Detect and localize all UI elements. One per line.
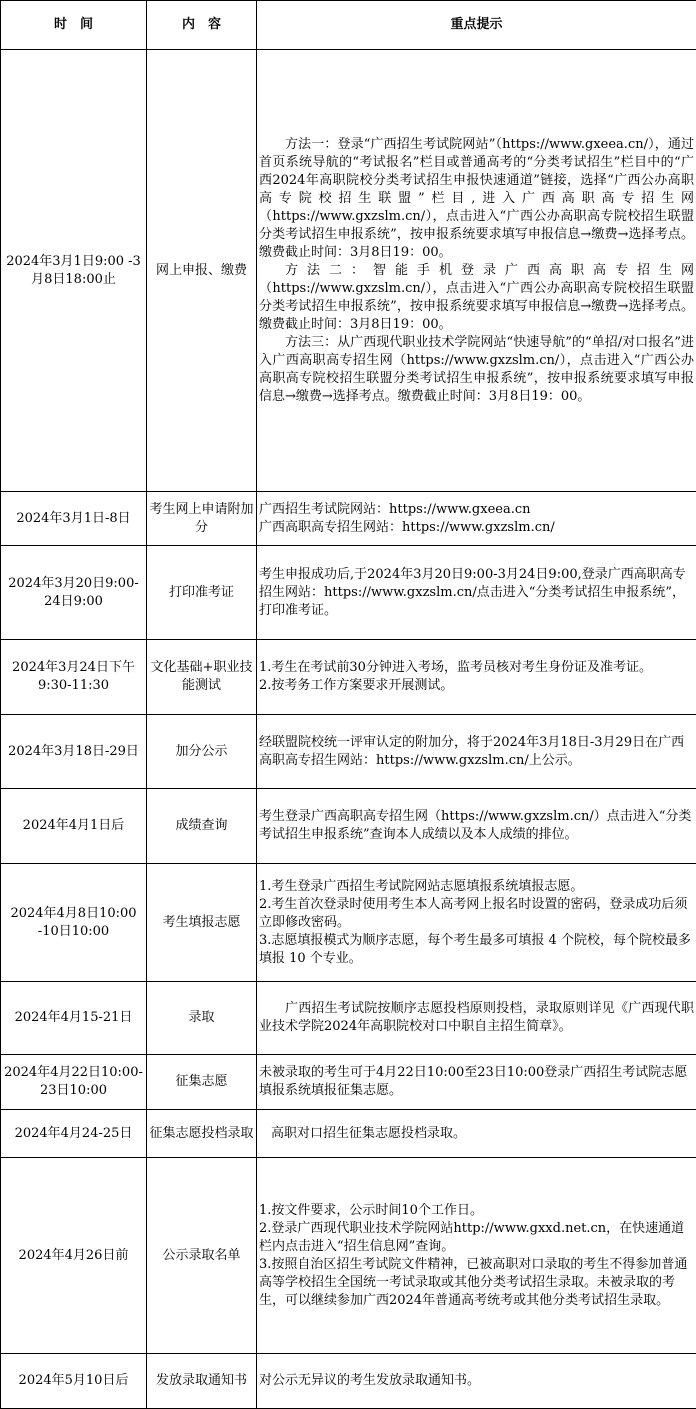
row-time: 2024年3月20日9:00-24日9:00 bbox=[1, 546, 147, 640]
table-row bbox=[1, 640, 696, 715]
row-notes bbox=[257, 1055, 696, 1110]
note-line: 对公示无异议的考生发放录取通知书。 bbox=[259, 1372, 694, 1390]
row-notes bbox=[257, 1354, 696, 1409]
row-content: 考生网上申请附加分 bbox=[147, 492, 257, 546]
row-content: 网上申报、缴费 bbox=[147, 50, 257, 492]
row-notes bbox=[257, 864, 696, 982]
note-line: 3.志愿填报模式为顺序志愿，每个考生最多可填报 4 个院校，每个院校最多填报 10 个专业。 bbox=[259, 932, 694, 968]
row-time: 2024年4月15-21日 bbox=[1, 982, 147, 1055]
note-line: 方法三：从广西现代职业技术学院网站“快速导航”的“单招/对口报名”进入广西高职高专招生网（https://www.gxzslm.cn/），点击进入“广西公办高职高专院校招生联盟分类考试招生申报系统”，按申报系统要求填写申报信息→缴费→选择考点。缴费截止时间：3月8日19：00。 bbox=[259, 334, 694, 406]
row-notes bbox=[257, 789, 696, 864]
note-line: 方法二：智能手机登录广西高职高专招生网（https://www.gxzslm.cn/），点击进入“广西公办高职高专院校招生联盟分类考试招生申报系统”，按申报系统要求填写申报信息→缴费→选择考点。缴费截止时间：3月8日19：00。 bbox=[259, 262, 694, 334]
row-content: 征集志愿投档录取 bbox=[147, 1110, 257, 1158]
row-time: 2024年4月26日前 bbox=[1, 1158, 147, 1354]
note-line: 1.按文件要求，公示时间10个工作日。 bbox=[259, 1202, 694, 1220]
table-row bbox=[1, 50, 696, 492]
note-line: 广西高职高专招生网站：https://www.gxzslm.cn/ bbox=[259, 519, 694, 537]
note-line: 未被录取的考生可于4月22日10:00至23日10:00登录广西招生考试院志愿填报系统填报征集志愿。 bbox=[259, 1064, 694, 1100]
row-notes bbox=[257, 50, 696, 492]
note-line: 高职对口招生征集志愿投档录取。 bbox=[259, 1125, 694, 1143]
note-line: 经联盟院校统一评审认定的附加分，将于2024年3月18日-3月29日在广西高职高专招生网站：https://www.gxzslm.cn/上公示。 bbox=[259, 734, 694, 770]
table-row bbox=[1, 1354, 696, 1409]
row-time: 2024年3月24日下午9:30-11:30 bbox=[1, 640, 147, 715]
row-time: 2024年4月24-25日 bbox=[1, 1110, 147, 1158]
table-row bbox=[1, 1055, 696, 1110]
row-content: 录取 bbox=[147, 982, 257, 1055]
row-notes bbox=[257, 492, 696, 546]
note-line: 3.按照自治区招生考试院文件精神，已被高职对口录取的考生不得参加普通高等学校招生全国统一考试录取或其他分类考试招生录取。未被录取的考生，可以继续参加广西2024年普通高考统考或其他分类考试招生录取。 bbox=[259, 1256, 694, 1310]
table-row bbox=[1, 1110, 696, 1158]
note-line: 2.考生首次登录时使用考生本人高考网上报名时设置的密码，登录成功后须立即修改密码。 bbox=[259, 896, 694, 932]
note-line: 考生申报成功后,于2024年3月20日9:00-3月24日9:00,登录广西高职高专招生网站：https://www.gxzslm.cn/点击进入“分类考试招生申报系统”，打印准考证。 bbox=[259, 566, 694, 620]
row-time: 2024年4月8日10:00 -10日10:00 bbox=[1, 864, 147, 982]
table-row bbox=[1, 492, 696, 546]
row-content: 成绩查询 bbox=[147, 789, 257, 864]
row-content: 公示录取名单 bbox=[147, 1158, 257, 1354]
row-content: 考生填报志愿 bbox=[147, 864, 257, 982]
row-notes bbox=[257, 1158, 696, 1354]
note-line: 广西招生考试院网站：https://www.gxeea.cn bbox=[259, 501, 694, 519]
row-notes bbox=[257, 546, 696, 640]
row-time: 2024年3月18日-29日 bbox=[1, 715, 147, 789]
header-content: 内 容 bbox=[147, 1, 257, 50]
table-row bbox=[1, 715, 696, 789]
row-content: 发放录取通知书 bbox=[147, 1354, 257, 1409]
note-line: 2.按考务工作方案要求开展测试。 bbox=[259, 677, 694, 695]
table-row bbox=[1, 789, 696, 864]
table-header-row bbox=[1, 1, 696, 50]
note-line: 方法一：登录“广西招生考试院网站”（https://www.gxeea.cn/），通过首页系统导航的“考试报名”栏目或普通高考的“分类考试招生”栏目中的“广西2024年高职院校分类考试招生申报快速通道”链接，选择“广西公办高职高专院校招生联盟”栏目,进入广西高职高专招生网（https://www.gxzslm.cn/），点击进入“广西公办高职高专院校招生联盟分类考试招生申报系统”，按申报系统要求填写申报信息→缴费→选择考点。缴费截止时间：3月8日19：00。 bbox=[259, 136, 694, 262]
note-line: 2.登录广西现代职业技术学院网站http://www.gxxd.net.cn，在快速通道栏内点击进入“招生信息网”查询。 bbox=[259, 1220, 694, 1256]
row-notes bbox=[257, 982, 696, 1055]
table-row bbox=[1, 982, 696, 1055]
row-content: 文化基础+职业技能测试 bbox=[147, 640, 257, 715]
note-line: 1.考生登录广西招生考试院网站志愿填报系统填报志愿。 bbox=[259, 878, 694, 896]
note-line: 广西招生考试院按顺序志愿投档原则投档，录取原则详见《广西现代职业技术学院2024年高职院校对口中职自主招生简章》。 bbox=[259, 1000, 694, 1036]
row-time: 2024年5月10日后 bbox=[1, 1354, 147, 1409]
note-line: 1.考生在考试前30分钟进入考场，监考员核对考生身份证及准考证。 bbox=[259, 659, 694, 677]
table-row bbox=[1, 546, 696, 640]
row-time: 2024年3月1日-8日 bbox=[1, 492, 147, 546]
row-content: 征集志愿 bbox=[147, 1055, 257, 1110]
row-notes bbox=[257, 1110, 696, 1158]
header-notes: 重点提示 bbox=[257, 1, 696, 50]
note-line: 考生登录广西高职高专招生网（https://www.gxzslm.cn/）点击进入“分类考试招生申报系统”查询本人成绩以及本人成绩的排位。 bbox=[259, 808, 694, 844]
table-row bbox=[1, 1158, 696, 1354]
row-content: 加分公示 bbox=[147, 715, 257, 789]
row-notes bbox=[257, 715, 696, 789]
header-time: 时 间 bbox=[1, 1, 147, 50]
row-content: 打印准考证 bbox=[147, 546, 257, 640]
row-time: 2024年4月22日10:00-23日10:00 bbox=[1, 1055, 147, 1110]
table-row bbox=[1, 864, 696, 982]
row-time: 2024年4月1日后 bbox=[1, 789, 147, 864]
row-notes bbox=[257, 640, 696, 715]
row-time: 2024年3月1日9:00 -3月8日18:00止 bbox=[1, 50, 147, 492]
